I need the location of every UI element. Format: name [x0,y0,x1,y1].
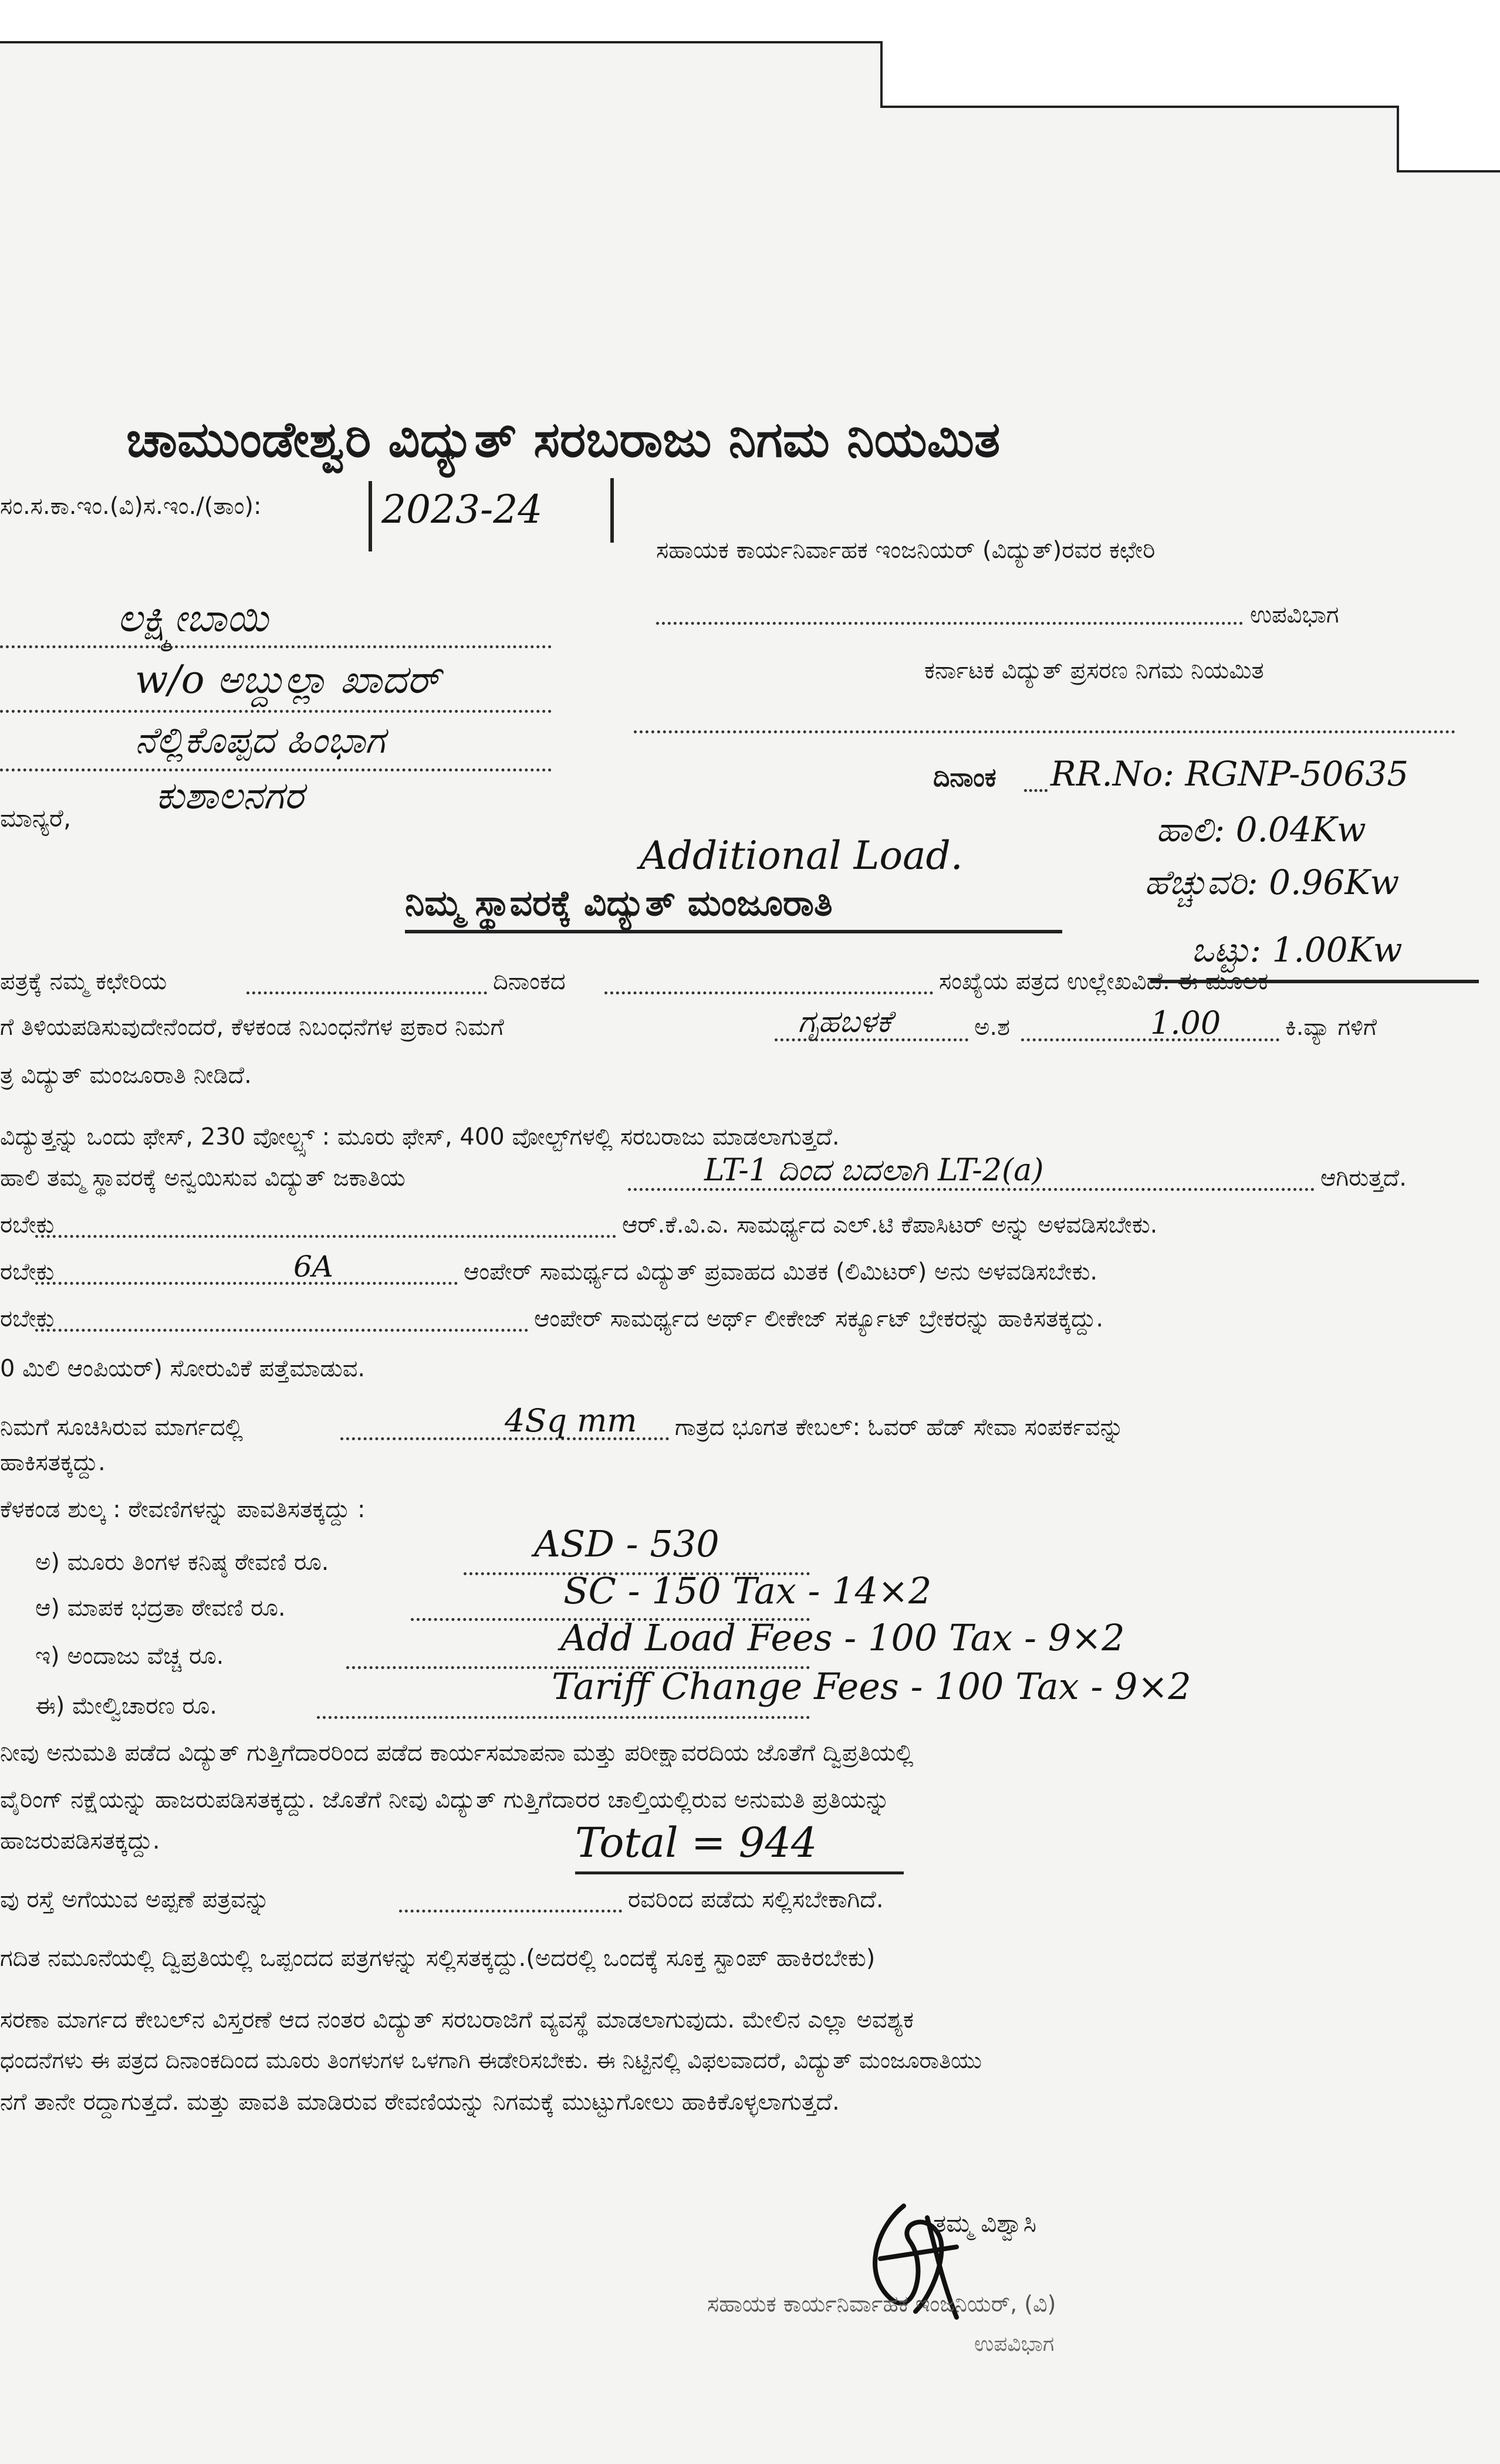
p8-line3: ಹಾಜರುಪಡಿಸತಕ್ಕದ್ದು. [0,1827,160,1854]
fee-b-label: ಆ) ಮಾಪಕ ಭದ್ರತಾ ಠೇವಣಿ ರೂ. [35,1595,286,1622]
ref-divider-left [369,481,372,551]
p6-b: ಗಾತ್ರದ ಭೂಗತ ಕೇಬಲ್: ಓವರ್ ಹೆಡ್ ಸೇವಾ ಸಂಪರ್ಕವನ್ನು [675,1414,1124,1441]
p9-a: ವು ರಸ್ತೆ ಅಗೆಯುವ ಅಪ್ಪಣೆ ಪತ್ರವನ್ನು [0,1886,270,1913]
date-label: ದಿನಾಂಕ [933,763,996,793]
date-dots [1024,789,1048,792]
closing-yours: ತಮ್ಮ ವಿಶ್ವಾಸಿ [933,2209,1037,2238]
p1-fill-category: ಗೃಹಬಳಕೆ [798,1004,892,1040]
office-line: ಸಹಾಯಕ ಕಾರ್ಯನಿರ್ವಾಹಕ ಇಂಜನಿಯರ್ (ವಿದ್ಯುತ್)ರವರ ಕಛೇರಿ [656,537,1156,564]
p1-line3: ತ್ರ ವಿದ್ಯುತ್ ಮಂಜೂರಾತಿ ನೀಡಿದೆ. [0,1062,252,1089]
p4-dots [35,1282,458,1285]
p3-dots [35,1235,616,1238]
p1-line1-dots-b [604,991,933,994]
paper-edge-top-second [880,41,1500,108]
addressee-dots-1 [0,645,552,648]
p6-c: ಹಾಕಿಸತಕ್ಕದ್ದು. [0,1449,106,1476]
ref-divider-right [610,478,614,543]
closing-subdivision: ಉಪವಿಭಾಗ [974,2332,1055,2356]
subject-underline [405,930,1062,933]
subject-title: ನಿಮ್ಮ ಸ್ಥಾವರಕ್ಕೆ ವಿದ್ಯುತ್ ಮಂಜೂರಾತಿ [405,883,833,924]
addressee-line-2: w/o ಅಬ್ದುಲ್ಲಾ ಖಾದರ್ [135,657,440,702]
paper-edge-top [0,0,1500,43]
kptcl-dots [634,730,1455,733]
p2-line2-a: ಹಾಲಿ ತಮ್ಮ ಸ್ಥಾವರಕ್ಕೆ ಅನ್ವಯಿಸುವ ವಿದ್ಯುತ್ ಜಕಾತಿಯ [0,1165,406,1192]
addressee-line-4: ಕುಶಾಲನಗರ [156,774,304,818]
p5-c: 0 ಮಿಲಿ ಆಂಪಿಯರ್) ಸೋರುವಿಕೆ ಪತ್ತೆಮಾಡುವ. [0,1355,366,1382]
p1-line2-dots-b [1021,1038,1279,1041]
addressee-line-3: ನೆಲ್ಲಿಕೊಪ್ಪದ ಹಿಂಭಾಗ [135,719,385,761]
p2-fill-tariff: LT-1 ದಿಂದ ಬದಲಾಗಿ LT-2(a) [704,1153,1044,1188]
p5-dots [35,1329,528,1332]
fees-total: Total = 944 [575,1819,817,1867]
subdivision-dots [656,622,1243,625]
closing-designation: ಸಹಾಯಕ ಕಾರ್ಯನಿರ್ವಾಹಕ ಇಂಜನಿಯರ್, (ವಿ) [707,2291,1056,2317]
p1-line1-dots-a [246,991,487,994]
p1-line1-a: ಪತ್ರಕ್ಕೆ ನಮ್ಮ ಕಛೇರಿಯ [0,968,167,995]
p8-line2: ವೈರಿಂಗ್ ನಕ್ಷೆಯನ್ನು ಹಾಜರುಪಡಿಸತಕ್ಕದ್ದು. ಜೊತೆಗೆ ನೀವು ವಿದ್ಯುತ್ ಗುತ್ತಿಗೆದಾರರ ಚಾಲ್ತಿಯಲ್ಲಿರುವ ಅನುಮತಿ ಪ್ರತಿಯನ್ನು [0,1786,890,1813]
subject-annotation: Additional Load. [640,833,963,878]
fee-c-value: Add Load Fees - 100 Tax - 9×2 [560,1616,1125,1659]
addressee-line-1: ಲಕ್ಷ್ಮೀಬಾಯಿ [117,595,269,641]
subdivision-label: ಉಪವಿಭಾಗ [1250,601,1339,628]
p5-a: ರಬೇಕು [0,1305,55,1332]
p11-line2: ಧಂದನೆಗಳು ಈ ಪತ್ರದ ದಿನಾಂಕದಿಂದ ಮೂರು ತಿಂಗಳುಗಳ ಒಳಗಾಗಿ ಈಡೇರಿಸಬೇಕು. ಈ ನಿಟ್ಟಿನಲ್ಲಿ ವಿಫಲವಾದರೆ, ವಿದ್ಯುತ್ ಮಂಜೂರಾತಿಯು [0,2047,982,2073]
p6-fill-cable: 4Sq mm [505,1402,637,1439]
addressee-dots-3 [0,769,552,771]
org-title: ಚಾಮುಂಡೇಶ್ವರಿ ವಿದ್ಯುತ್ ಸರಬರಾಜು ನಿಗಮ ನಿಯಮಿತ [126,411,1001,468]
fee-d-label: ಈ) ಮೇಲ್ವಿಚಾರಣ ರೂ. [35,1693,217,1720]
ref-label: ಸಂ.ಸ.ಕಾ.ಇಂ.(ವಿ)ಸ.ಇಂ./(ತಾಂ): [0,493,262,520]
p11-line3: ನಗೆ ತಾನೇ ರದ್ದಾಗುತ್ತದೆ. ಮತ್ತು ಪಾವತಿ ಮಾಡಿರುವ ಠೇವಣಿಯನ್ನು ನಿಗಮಕ್ಕೆ ಮುಟ್ಟುಗೋಲು ಹಾಕಿಕೊಳ್ಳಲಾಗುತ್ತದೆ. [0,2089,840,2116]
paper-edge-top-third [1397,106,1500,172]
p10: ಗದಿತ ನಮೂನೆಯಲ್ಲಿ ದ್ವಿಪ್ರತಿಯಲ್ಲಿ ಒಪ್ಪಂದದ ಪತ್ರಗಳನ್ನು ಸಲ್ಲಿಸತಕ್ಕದ್ದು.(ಅದರಲ್ಲಿ ಒಂದಕ್ಕೆ ಸೂಕ್ತ ಸ್ಟಾಂಪ್ ಹಾಕಿರಬೇಕು) [0,1945,876,1972]
ref-value: 2023-24 [381,487,543,532]
fee-b-value: SC - 150 Tax - 14×2 [563,1569,932,1612]
kptcl-line: ಕರ್ನಾಟಕ ವಿದ್ಯುತ್ ಪ್ರಸರಣ ನಿಗಮ ನಿಯಮಿತ [924,657,1264,684]
p1-line1-b: ದಿನಾಂಕದ [493,968,566,995]
p1-fill-kw: 1.00 [1150,1004,1221,1041]
fee-d-value: Tariff Change Fees - 100 Tax - 9×2 [552,1665,1191,1708]
load-additional: ಹೆಚ್ಚುವರಿ: 0.96Kw [1144,862,1400,902]
rr-number: RR.No: RGNP-50635 [1050,754,1409,794]
p11-line1: ಸರಣಾ ಮಾರ್ಗದ ಕೇಬಲ್‌ನ ವಿಸ್ತರಣೆ ಆದ ನಂತರ ವಿದ್ಯುತ್ ಸರಬರಾಜಿಗೆ ವ್ಯವಸ್ಥೆ ಮಾಡಲಾಗುವುದು. ಮೇಲಿನ ಎಲ್ಲಾ ಅವಶ್ಯಕ [0,2006,914,2033]
p4-fill-limiter: 6A [293,1250,333,1284]
p2-line2-b: ಆಗಿರುತ್ತದೆ. [1320,1165,1407,1192]
p9-b: ರವರಿಂದ ಪಡೆದು ಸಲ್ಲಿಸಬೇಕಾಗಿದೆ. [628,1886,884,1913]
fee-c-label: ಇ) ಅಂದಾಜು ವೆಚ್ಚ ರೂ. [35,1643,224,1670]
fee-a-label: ಅ) ಮೂರು ತಿಂಗಳ ಕನಿಷ್ಠ ಠೇವಣಿ ರೂ. [35,1549,329,1576]
p6-a: ನಿಮಗೆ ಸೂಚಿಸಿರುವ ಮಾರ್ಗದಲ್ಲಿ [0,1414,243,1441]
p2-line2-dots [628,1188,1315,1191]
p4-a: ರಬೇಕು [0,1258,55,1285]
p1-line2-dots-a [775,1038,968,1041]
p8-line1: ನೀವು ಅನುಮತಿ ಪಡೆದ ವಿದ್ಯುತ್ ಗುತ್ತಿಗೆದಾರರಿಂದ ಪಡೆದ ಕಾರ್ಯಸಮಾಪನಾ ಮತ್ತು ಪರೀಕ್ಷಾವರದಿಯ ಜೊತೆಗೆ ದ್ವಿಪ್ರತಿಯಲ್ಲಿ [0,1739,914,1766]
load-total: ಒಟ್ಟು: 1.00Kw [1191,930,1403,970]
p2-line1: ವಿದ್ಯುತ್ತನ್ನು ಒಂದು ಫೇಸ್, 230 ವೋಲ್ಟ್ಸ್ : ಮೂರು ಫೇಸ್, 400 ವೋಲ್ಟ್‌ಗಳಲ್ಲಿ ಸರಬರಾಜು ಮಾಡಲಾಗುತ್ತದೆ. [0,1123,840,1150]
fees-total-underline [575,1871,904,1874]
p5-b: ಆಂಪೇರ್ ಸಾಮರ್ಥ್ಯದ ಅರ್ಥ್ ಲೀಕೇಜ್ ಸರ್ಕ್ಯೂಟ್ ಬ್ರೇಕರನ್ನು ಹಾಕಿಸತಕ್ಕದ್ದು. [534,1305,1104,1332]
p1-line2-a: ಗೆ ತಿಳಿಯಪಡಿಸುವುದೇನೆಂದರೆ, ಕೆಳಕಂಡ ನಿಬಂಧನೆಗಳ ಪ್ರಕಾರ ನಿಮಗೆ [0,1014,504,1041]
p3-a: ರಬೇಕು [0,1211,55,1238]
p9-dots [399,1910,622,1913]
p1-line2-b: ಅ.ಶ [974,1014,1010,1041]
p1-line1-c: ಸಂಖ್ಯೆಯ ಪತ್ರದ ಉಲ್ಲೇಖವಿದೆ. ಈ ಮೂಲಕ [939,968,1269,995]
p3-b: ಆರ್.ಕೆ.ವಿ.ಎ. ಸಾಮರ್ಥ್ಯದ ಎಲ್.ಟಿ ಕೆಪಾಸಿಟರ್ ಅನ್ನು ಅಳವಡಿಸಬೇಕು. [622,1211,1158,1238]
salutation: ಮಾನ್ಯರೆ, [0,804,72,832]
addressee-dots-2 [0,710,552,713]
p7-fees-intro: ಕೆಳಕಂಡ ಶುಲ್ಕ : ಠೇವಣಿಗಳನ್ನು ಪಾವತಿಸತಕ್ಕದ್ದು : [0,1496,366,1523]
load-existing: ಹಾಲಿ: 0.04Kw [1156,810,1366,849]
fee-d-dots [317,1716,810,1719]
p4-b: ಆಂಪೇರ್ ಸಾಮರ್ಥ್ಯದ ವಿದ್ಯುತ್ ಪ್ರವಾಹದ ಮಿತಕ (ಲಿಮಿಟರ್) ಅನು ಅಳವಡಿಸಬೇಕು. [464,1258,1098,1285]
fee-a-value: ASD - 530 [534,1522,719,1565]
p1-line2-c: ಕಿ.ವ್ಯಾ ಗಳಿಗೆ [1285,1014,1377,1041]
